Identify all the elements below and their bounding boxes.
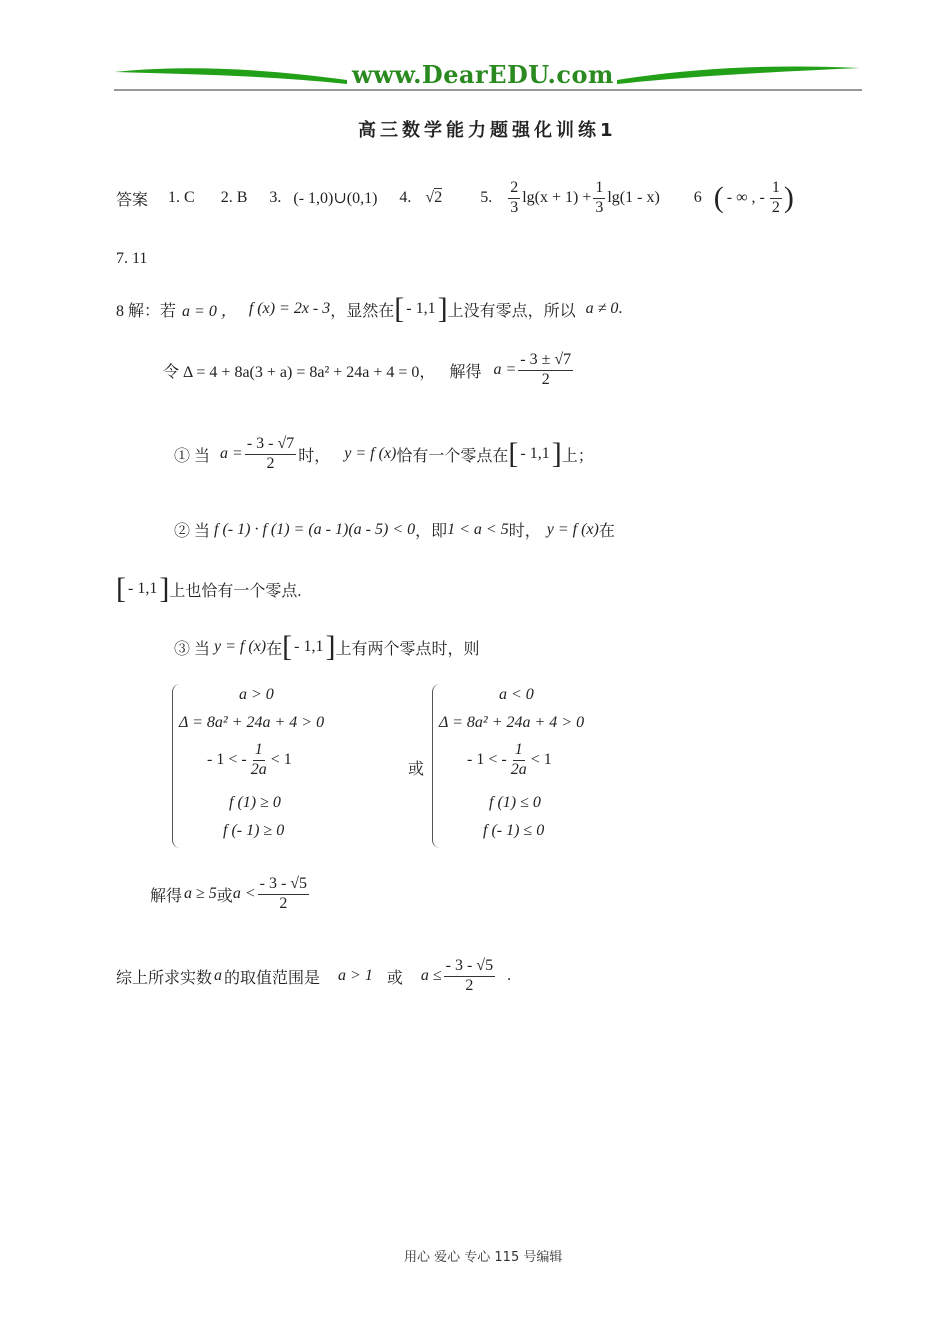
- answers-line: 答案 1. C 2. B 3. (- 1,0)∪(0,1) 4. √2 5. $\frac{2}{3}$ lg(x + 1) + $\frac{1}{3}$ lg(1 - x) 6 ( - ∞ , - $\frac{1}{2}$ ): [116, 178, 794, 216]
- answer-5-number: 5.: [480, 189, 493, 206]
- case-2-namely: ，即: [415, 523, 448, 540]
- case-3-two-zeros: 上有两个零点时，则: [335, 640, 480, 658]
- case-2-also-one: 上也恰有一个零点.: [169, 582, 302, 600]
- conclusion-text-1: 综上所求实数: [116, 969, 213, 987]
- solution-fraction: [258, 876, 309, 913]
- fraction-numerator: - 3 - √5: [444, 958, 495, 977]
- sys2-row-2: Δ = 8a² + 24a + 4 > 0: [439, 714, 585, 731]
- answer-2: 2. B: [220, 189, 248, 206]
- fraction-denominator: 2a: [510, 760, 527, 778]
- case-2-at: 在: [598, 523, 615, 540]
- q8-case-3: ③ 当 y = f (x) 在 [ - 1,1 ] 上有两个零点时，则: [174, 630, 480, 663]
- sys1-row-3-fraction: [249, 742, 269, 779]
- sys2-row-3: [467, 742, 552, 779]
- answer-5-fraction-1: [508, 180, 520, 217]
- case-1-time: 时，: [298, 447, 331, 465]
- sys1-row-2: Δ = 8a² + 24a + 4 > 0: [179, 714, 325, 731]
- case-3-interval: - 1,1: [294, 638, 324, 655]
- conclusion-period: .: [507, 967, 512, 985]
- q8-no-zero: 上没有零点，所以: [447, 302, 576, 320]
- conclusion-range-1: a > 1: [338, 967, 373, 985]
- sys2-row-4: f (1) ≤ 0: [489, 794, 541, 811]
- q8-discriminant: 令 Δ = 4 + 8a(3 + a) = 8a² + 24a + 4 = 0，: [163, 363, 436, 381]
- case-1-when: ① 当: [174, 447, 211, 465]
- fraction-numerator: 1: [513, 742, 525, 761]
- fraction-denominator: 3: [595, 198, 604, 216]
- case-2-product: f (- 1) · f (1) = (a - 1)(a - 5) < 0: [214, 520, 416, 538]
- header-banner: [112, 62, 862, 94]
- fraction-numerator: - 3 - √5: [258, 876, 309, 895]
- case-2-time: 时，: [508, 523, 541, 540]
- case-1-on: 上；: [561, 447, 594, 465]
- case-2-range: 1 < a < 5: [447, 520, 509, 538]
- answer-4-radicand: 2: [434, 189, 443, 206]
- q8-a-equals: a =: [493, 361, 517, 379]
- solution-or: 或: [216, 887, 233, 905]
- answer-3: (- 1,0)∪(0,1): [293, 190, 378, 207]
- fraction-numerator: 1: [593, 180, 605, 199]
- fraction-numerator: - 3 - √7: [245, 436, 296, 455]
- sys1-row-3-right: < 1: [270, 751, 292, 769]
- fraction-denominator: 2a: [250, 760, 267, 778]
- q8-solve-label: 解得: [449, 363, 482, 381]
- solution-part-1: a ≥ 5: [184, 885, 217, 903]
- q8-linear-function: f (x) = 2x - 3: [248, 300, 331, 317]
- fraction-denominator: 2: [266, 454, 275, 472]
- answer-4: √2: [425, 189, 443, 206]
- sys2-row-3-fraction: [509, 742, 529, 779]
- q8-intro: 8 解：若: [116, 302, 177, 320]
- solution-label: 解得: [150, 887, 183, 905]
- conclusion-range-2: a ≤: [420, 967, 442, 985]
- conclusion-text-2: 的取值范围是: [224, 969, 321, 987]
- answer-6-left: - ∞ , -: [726, 189, 765, 206]
- case-1-function: y = f (x): [344, 445, 397, 463]
- answer-6-fraction: [770, 180, 782, 217]
- conclusion-variable: a: [214, 967, 223, 985]
- case-3-when: ③ 当: [174, 640, 211, 658]
- q8-obviously: ，显然在: [330, 302, 395, 320]
- conclusion-fraction: [444, 958, 495, 995]
- answer-5-fraction-2: [593, 180, 605, 217]
- case-2-function: y = f (x): [546, 520, 599, 538]
- sys2-row-3-left: - 1 < -: [467, 751, 507, 769]
- fraction-numerator: 1: [253, 742, 265, 761]
- sys1-row-5: f (- 1) ≥ 0: [223, 822, 285, 839]
- or-label: 或: [408, 759, 425, 778]
- case-2-interval: - 1,1: [128, 580, 158, 597]
- sys2-row-3-right: < 1: [530, 751, 552, 769]
- case-1-interval: - 1,1: [520, 445, 550, 463]
- fraction-numerator: 2: [508, 180, 520, 199]
- q8-case-2: [174, 518, 615, 541]
- fraction-denominator: 2: [465, 976, 474, 994]
- sys2-row-5: f (- 1) ≤ 0: [483, 822, 545, 839]
- q8-conclusion: [116, 958, 511, 995]
- answer-5-term-1: lg(x + 1) +: [522, 189, 592, 206]
- q8-a-zero: a = 0 ，: [182, 302, 237, 320]
- q8-a-nonzero: a ≠ 0: [585, 300, 619, 317]
- sys2-row-1: a < 0: [499, 686, 534, 703]
- q8-interval: - 1,1: [406, 300, 436, 317]
- conclusion-or: 或: [386, 969, 403, 987]
- answer-5-term-2: lg(1 - x): [607, 189, 660, 206]
- q8-case-2-cont: [ - 1,1 ] 上也恰有一个零点.: [116, 572, 302, 605]
- case-3-function: y = f (x): [214, 638, 267, 655]
- answer-6-number: 6: [693, 189, 702, 206]
- fraction-denominator: 2: [771, 198, 780, 216]
- q8-discriminant-line: [163, 352, 575, 389]
- answer-1: 1. C: [168, 189, 195, 206]
- fraction-numerator: 1: [770, 180, 782, 199]
- fraction-denominator: 2: [279, 894, 288, 912]
- q8-solution: [150, 876, 311, 913]
- sys1-row-4: f (1) ≥ 0: [229, 794, 281, 811]
- sys1-row-3: [207, 742, 292, 779]
- system-of-conditions-2: [432, 684, 633, 848]
- answers-label: 答案: [116, 191, 149, 209]
- logo-text: www.DearEDU.com: [352, 60, 614, 89]
- page-title: 高三数学能力题强化训练1: [358, 120, 617, 141]
- answer-4-number: 4.: [399, 189, 412, 206]
- case-1-exactly-one: 恰有一个零点在: [396, 447, 509, 465]
- q8-line-1: 8 解：若 a = 0 ， f (x) = 2x - 3 ，显然在 [ - 1,1 ] 上没有零点，所以 a ≠ 0 .: [116, 292, 623, 325]
- system-of-conditions-1: [172, 684, 373, 848]
- fraction-denominator: 2: [541, 370, 550, 388]
- answer-3-number: 3.: [269, 189, 282, 206]
- answer-7: 7. 11: [116, 250, 148, 267]
- solution-part-2: a <: [232, 885, 256, 903]
- sys1-row-3-left: - 1 < -: [207, 751, 247, 769]
- fraction-denominator: 3: [510, 198, 519, 216]
- case-1-fraction: [245, 436, 296, 473]
- q8-root-fraction: [518, 352, 573, 389]
- case-2-when: ② 当: [174, 523, 211, 540]
- page-footer: 用心 爱心 专心 115 号编辑: [404, 1250, 563, 1265]
- q8-period: .: [618, 300, 623, 317]
- q8-case-1: ① 当 a = $\frac{- 3 - √7}{2}$ 时， y = f (x) 恰有一个零点在 [ - 1,1 ] 上；: [174, 435, 594, 472]
- case-3-at: 在: [266, 640, 283, 658]
- fraction-numerator: - 3 ± √7: [518, 352, 573, 371]
- case-1-a-equals: a =: [220, 445, 243, 463]
- sys1-row-1: a > 0: [239, 686, 274, 703]
